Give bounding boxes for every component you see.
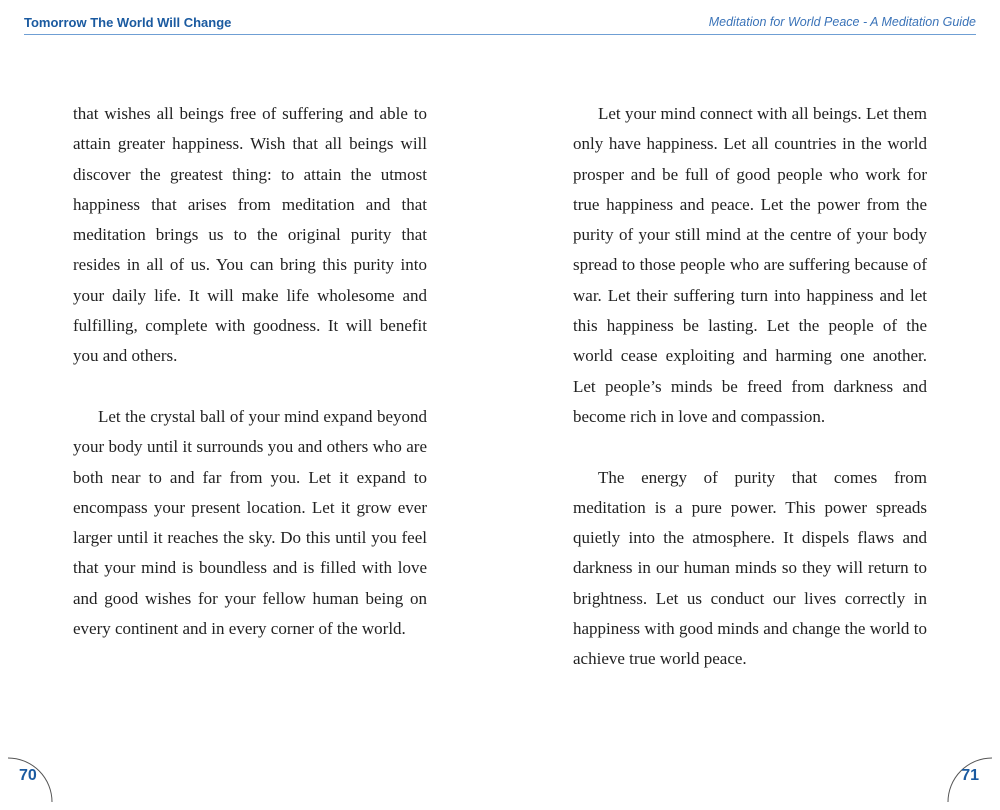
right-page-number: [942, 752, 992, 802]
left-paragraph-1: that wishes all beings free of suffering and able to attain greater happiness. Wish that all beings will discover the greatest thing: to attain the utmost happiness that arises from meditation and that meditation brings us to the original purity that resides in all of us. You can bring this purity into your daily life. It will make life wholesome and fulfilling, complete with goodness. It will benefit you and others.: [73, 104, 427, 366]
left-page-text: [73, 99, 427, 675]
chapter-title-header: Meditation for World Peace - A Meditation Guide: [708, 15, 976, 29]
right-page-text: [573, 99, 927, 705]
right-page-number-label: 71: [961, 767, 979, 784]
header-divider: [24, 34, 976, 35]
left-paragraph-2: Let the crystal ball of your mind expand beyond your body until it surrounds you and others who are both near to and far from you. Let it expand to encompass your present location. Let it grow ever larger until it reaches the sky. Do this until you feel that your mind is boundless and is filled with love and good wishes for your fellow human being on every continent and in every corner of the world.: [73, 406, 427, 639]
left-page-number-label: 70: [19, 767, 37, 784]
right-paragraph-1: Let your mind connect with all beings. Let them only have happiness. Let all countries in the world prosper and be full of good people who work for true happiness and peace. Let the power from the purity of your still mind at the centre of your body spread to those people who are suffering because of war. Let their suffering turn into happiness and let this happiness be lasting. Let the people of the world cease exploiting and harming one another. Let people’s minds be freed from darkness and become rich in love and compassion.: [573, 104, 927, 426]
book-title-header: Tomorrow The World Will Change: [24, 15, 232, 30]
right-paragraph-2: The energy of purity that comes from meditation is a pure power. This power spreads quietly into the atmosphere. It dispels flaws and darkness in our human minds so they will return to brightness. Let us conduct our lives correctly in happiness with good minds and change the world to achieve true world peace.: [573, 467, 927, 669]
left-page-number: [8, 752, 58, 802]
